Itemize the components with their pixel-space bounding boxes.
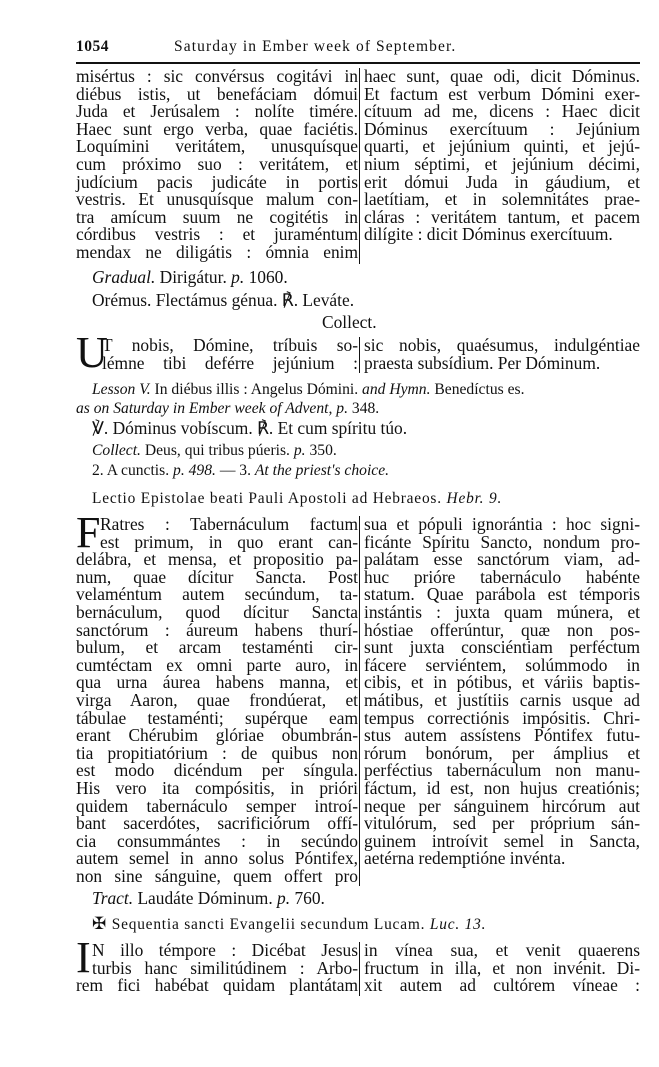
text-line: ficánte Spíritu Sancto, nondum pro- — [364, 531, 640, 552]
versicle-line: ℣. Dóminus vobíscum. ℟. Et cum spíritu túo. — [92, 418, 408, 438]
right-column — [364, 337, 640, 372]
text-line: córdibus vestris : et juraméntum — [76, 224, 358, 245]
text-line: tábulae testaménti; supérque eam — [76, 707, 358, 728]
text-line: statum. Quae parábola est témporis — [364, 584, 640, 605]
text-line: bulum, et arcam testaménti cir- — [76, 637, 358, 658]
running-title: Saturday in Ember week of September. — [174, 38, 457, 55]
text-line: Haec sunt ergo verba, quae faciétis. — [76, 118, 358, 139]
text-line: lémne tibi deférre jejúnium : — [102, 352, 358, 373]
text-line: num, quae dícitur Sancta. Post — [76, 566, 358, 587]
text-line: stus autem assístens Póntifex futu- — [364, 725, 640, 746]
text-line: in vínea sua, et venit quaerens — [364, 940, 640, 960]
text-line: cum próximo suo : veritátem, et — [76, 153, 358, 174]
page-ref: 1060. — [248, 267, 288, 287]
text-line: dilígite : dicit Dóminus exercítuum. — [364, 224, 613, 245]
page-ref-label: p. — [277, 888, 291, 908]
text-line: Juda et Jerúsalem : nolíte timére. — [76, 101, 358, 122]
page-ref-label: p. — [293, 442, 306, 459]
text-line: non sine sánguine, quem offert pro — [76, 865, 358, 886]
column-rule — [359, 337, 360, 373]
text-line: mendax ne diligátis : ómnia enim — [76, 241, 358, 262]
text-line: rórum bonórum, per ámplius et — [364, 742, 640, 763]
text-line: mátibus, et justítiis carnis usque ad — [364, 689, 640, 710]
left-column — [76, 516, 358, 885]
text-line: cláras : veritátem tantum, et pacem — [364, 206, 640, 227]
text-line: cítuum ad me, dicens : Haec dicit — [364, 101, 640, 122]
text-line: tra amícum suum ne cogitétis in — [76, 206, 358, 227]
right-column — [364, 68, 640, 244]
text-line: hóstiae offerúntur, quæ non pos- — [364, 619, 640, 640]
text-line: cibis, et in pótibus, et váriis baptis- — [364, 672, 640, 693]
gradual-label: Gradual. — [92, 267, 156, 287]
column-rule — [359, 516, 360, 886]
page-ref: 350. — [309, 442, 337, 459]
text-line: sanctórum : áureum habens thurí- — [76, 619, 358, 640]
right-column — [364, 516, 640, 868]
tract-label: Tract. — [92, 888, 134, 908]
page-ref: p. 498. — [173, 462, 216, 479]
text-line: misértus : sic convérsus cogitávi in — [76, 66, 358, 86]
scripture-ref: Hebr. 9. — [446, 490, 503, 507]
text-line: Et factum est verbum Dómini exer- — [364, 83, 640, 104]
text-line: cia consummántes : in secúndo — [76, 830, 358, 851]
drop-cap: F — [76, 508, 101, 557]
drop-cap: U — [76, 328, 108, 377]
text-line: guinem introívit semel in Sancta, — [364, 830, 640, 851]
commemoration-text: 2. A cunctis. — [92, 462, 170, 479]
left-column — [76, 942, 358, 995]
text-line: erant Chérubim glóriae obumbrán- — [76, 725, 358, 746]
text-line: Ratres : Tabernáculum factum — [100, 514, 358, 534]
tract-text: Laudáte Dóminum. — [137, 888, 273, 908]
text-line: tempus correctiónis impósitis. Chri- — [364, 707, 640, 728]
text-line: vitulórum, sed per próprium sán- — [364, 813, 640, 834]
text-line: quarti, et jejúnium quinti, et jejú- — [364, 136, 640, 157]
text-line: perféctius tabernáculum non manu- — [364, 760, 640, 781]
lesson-label: Lesson V. — [92, 381, 151, 398]
text-line: N illo témpore : Dicébat Jesus — [92, 940, 358, 960]
text-line: est primum, in quo erant can- — [100, 531, 358, 552]
text-line: fáctum, id est, non hujus creatiónis; — [364, 777, 640, 798]
text-line: neque per sánguinem hircórum aut — [364, 795, 640, 816]
text-line: tia propitiatórium : de quibus non — [76, 742, 358, 763]
gradual-text: Dirigátur. — [159, 267, 227, 287]
text-line: aetérna redemptióne invénta. — [364, 848, 566, 869]
text-line: bant sacerdótes, sacrificiórum offí- — [76, 813, 358, 834]
cross-icon: ✠ — [92, 914, 108, 933]
text-line: velaméntum autem secúndum, ta- — [76, 584, 358, 605]
text-line: turbis hanc similitúdinem : Arbo- — [92, 957, 358, 978]
text-line: delábra, et mensa, et propositio pa- — [76, 549, 358, 570]
drop-cap: I — [76, 933, 91, 982]
text-line: judícium pacis judicáte in portis — [76, 171, 358, 192]
page-ref-label: p. — [231, 267, 245, 287]
and-hymn-label: and Hymn. — [362, 381, 431, 398]
text-line: Dóminus exercítuum : Jejúnium — [364, 118, 640, 139]
page-ref: 760. — [294, 888, 325, 908]
text-line: diébus istis, ut benefáciam dómui — [76, 83, 358, 104]
header-rule — [76, 62, 640, 64]
text-line: autem semel in anno solus Póntifex, — [76, 848, 358, 869]
text-line: rem fici habébat quidam plantátam — [76, 975, 358, 996]
text-line: huc prióre tabernáculo habénte — [364, 566, 640, 587]
text-line: praesta subsídium. Per Dóminum. — [364, 352, 601, 373]
choice-text: At the priest's choice. — [254, 462, 390, 479]
text-line: sunt juxta consciéntiam perféctum — [364, 637, 640, 658]
tract-line — [92, 889, 325, 908]
text-line: est modo dicéndum per síngula. — [76, 760, 358, 781]
text-line: xit autem ad cultórem víneae : — [364, 975, 640, 996]
collect-label: Collect. — [92, 442, 141, 459]
scripture-ref: Luc. 13. — [429, 916, 487, 933]
text-line: bernáculum, quod dícitur Sancta — [76, 601, 358, 622]
column-rule — [359, 68, 360, 264]
text-line: sua et pópuli ignorántia : hoc signi- — [364, 514, 640, 534]
text-line: haec sunt, quae odi, dicit Dóminus. — [364, 66, 640, 86]
text-line: fructum in illa, et non invénit. Di- — [364, 957, 640, 978]
lesson-v-line — [92, 380, 524, 399]
running-header — [76, 38, 636, 56]
text-line: T nobis, Dómine, tríbuis so- — [102, 335, 358, 355]
gradual-line — [92, 268, 288, 287]
gospel-title: Sequentia sancti Evangelii secundum Lucam. — [111, 916, 426, 933]
text-line: laetítiam, et in solemnitátes prae- — [364, 189, 640, 210]
text-line: instántis : juxta quam múnera, et — [364, 601, 640, 622]
collect-ref-line — [92, 441, 337, 460]
text-line: virga Aaron, quae frondúerat, et — [76, 689, 358, 710]
collect-text: Deus, qui tribus púeris. — [144, 442, 290, 459]
text-line: Loquímini veritátem, unusquísque — [76, 136, 358, 157]
hymn-text: Benedíctus es. — [434, 381, 525, 398]
text-line: vestris. Et unusquísque malum con- — [76, 189, 358, 210]
commemoration-line — [92, 461, 389, 480]
right-column — [364, 942, 640, 995]
text-line: qua urna áurea habens manna, et — [76, 672, 358, 693]
lesson-v-reference — [76, 399, 379, 418]
gospel-heading — [92, 914, 486, 934]
left-column — [102, 337, 358, 372]
oremus-line: Orémus. Flectámus génua. ℟. Leváte. — [92, 290, 355, 310]
left-column — [76, 68, 358, 262]
text-line: erit dómui Juda in gáudium, et — [364, 171, 640, 192]
text-line: nium séptimi, et jejúnium décimi, — [364, 153, 640, 174]
column-rule — [359, 942, 360, 996]
reference-text: as on Saturday in Ember week of Advent, p. — [76, 400, 348, 417]
page-number: 1054 — [76, 38, 109, 55]
separator: — 3. — [219, 462, 251, 479]
text-line: cumtéctam ex omni parte auro, in — [76, 654, 358, 675]
text-line: quidem tabernáculo semper introí- — [76, 795, 358, 816]
text-line: His vero ita compósitis, in prióri — [76, 777, 358, 798]
text-line: fácere serviéntem, solúmmodo in — [364, 654, 640, 675]
text-line: palátam esse sanctórum viam, ad- — [364, 549, 640, 570]
page-ref: 348. — [351, 400, 380, 417]
lesson-text: In diébus illis : Angelus Dómini. — [154, 381, 359, 398]
epistle-title: Lectio Epistolae beati Pauli Apostoli ad Hebraeos. — [92, 490, 442, 507]
epistle-heading — [92, 489, 502, 508]
collect-heading: Collect. — [322, 312, 377, 332]
text-line: sic nobis, quaésumus, indulgéntiae — [364, 335, 640, 355]
